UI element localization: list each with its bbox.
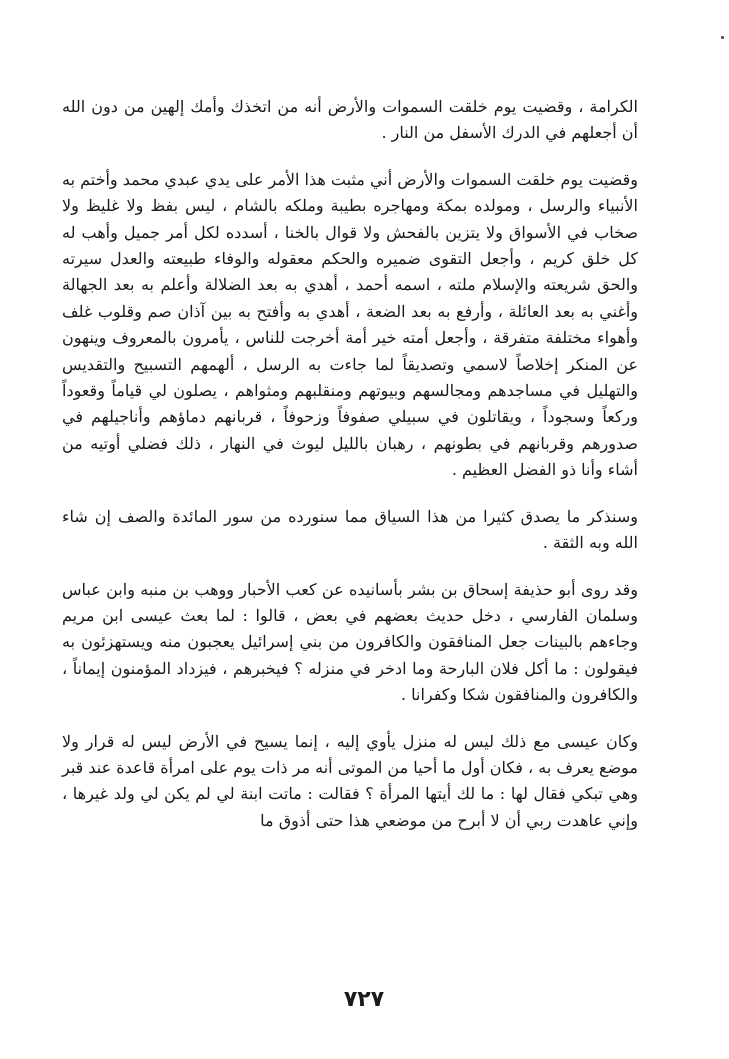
paragraph-4: وقد روى أبو حذيفة إسحاق بن بشر بأسانيده عن كعب الأحبار ووهب بن منبه وابن عباس وسلمان الفارسي ، دخل حديث بعضهم في بعض ، قالوا : لما بعث عيسى ابن مريم وجاءهم بالبينات جعل المنافقون والكافرون من بني إسرائيل يعجبون منه ويستهزئون به فيقولون : ما أكل فلان البارحة وما ادخر في منزله ؟ فيخبرهم ، فيزداد المؤمنون إيماناً ، والكافرون والمنافقون شكا وكفرانا . (62, 579, 638, 705)
paragraph-2: وقضيت يوم خلقت السموات والأرض أني مثبت هذا الأمر على يدي عبدي محمد وأختم به الأنبياء والرسل ، ومولده بمكة ومهاجره بطيبة وملكه بالشام ، ليس بفظ ولا غليظ ولا صخاب في الأسواق ولا يتزين بالفحش ولا قوال بالخنا ، أسدده لكل أمر جميل وأهب له كل خلق كريم ، وأجعل التقوى ضميره والحكم معقوله والوفاء طبيعته والعدل سيرته والحق شريعته والإسلام ملته ، اسمه أحمد ، أهدي به بعد الضلالة وأعلم به بعد الجهالة وأغني به بعد العائلة ، وأرفع به بعد الضعة ، أهدي به وأفتح به بين آذان صم وقلوب غلف وأهواء مختلفة متفرقة ، وأجعل أمته خير أمة أخرجت للناس ، يأمرون بالمعروف وينهون عن المنكر إخلاصاً لاسمي وتصديقاً لما جاءت به الرسل ، ألهمهم التسبيح والتقديس والتهليل في مساجدهم ومجالسهم وبيوتهم ومنقلبهم ومثواهم ، يصلون لي قياماً وقعوداً وركعاً وسجوداً ، ويقاتلون في سبيلي صفوفاً وزحوفاً ، قربانهم دماؤهم وأناجيلهم في صدورهم وقربانهم في بطونهم ، رهبان بالليل ليوث في النهار ، ذلك فضلي أوتيه من أشاء وأنا ذو الفضل العظيم . (62, 169, 638, 480)
paragraph-1: الكرامة ، وقضيت يوم خلقت السموات والأرض أنه من اتخذك وأمك إلهين من دون الله أن أجعلهم في الدرك الأسفل من النار . (62, 97, 638, 143)
paragraph-3: وسنذكر ما يصدق كثيرا من هذا السياق مما سنورده من سور المائدة والصف إن شاء الله وبه الثقة . (62, 506, 638, 553)
paragraph-5: وكان عيسى مع ذلك ليس له منزل يأوي إليه ، إنما يسيح في الأرض ليس له قرار ولا موضع يعرف به ، فكان أول ما أحيا من الموتى أنه مر ذات يوم على امرأة قاعدة عند قبر وهي تبكي فقال لها : ما لك أيتها المرأة ؟ فقالت : ماتت ابنة لي لم يكن لي ولد غيرها ، وإني عاهدت ربي أن لا أبرح من موضعي هذا حتى أذوق ما (62, 731, 638, 830)
scan-speck (721, 36, 724, 39)
page-number: ٧٢٧ (343, 987, 385, 1012)
body-text (62, 94, 638, 834)
